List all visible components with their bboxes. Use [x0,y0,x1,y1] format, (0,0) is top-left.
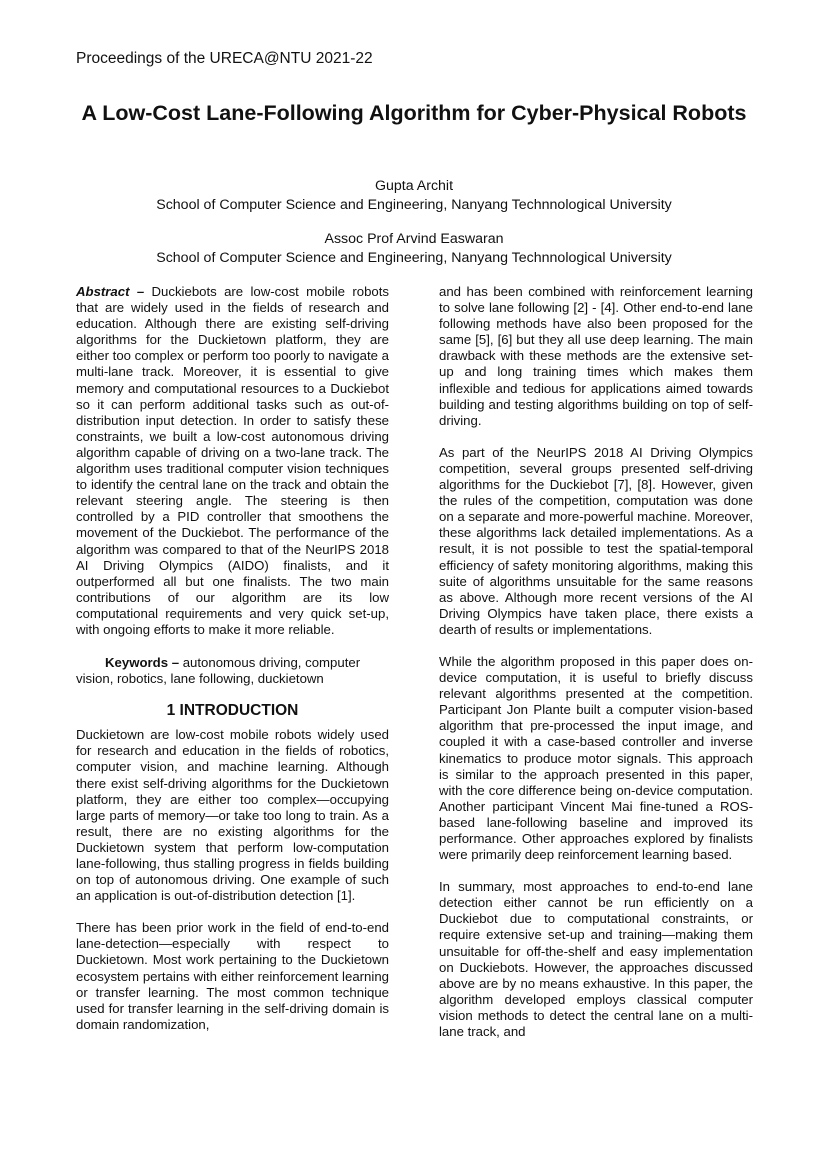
left-column [76,284,389,1033]
author-name: Gupta Archit [374,178,454,194]
paragraph: As part of the NeurIPS 2018 AI Driving Olympics competition, several groups presented self-driving algorithms for the Duckiebot [7], [8]. However, given the rules of the competition, computation was done on a separate and more-powerful machine. Moreover, these algorithms lack detailed implementations. As a result, it is not possible to test the spatial-temporal efficiency of safety monitoring algorithms, making this suite of algorithms unsuitable for the same reasons as above. Although more recent versions of the AI Driving Olympics have taken place, there exists a dearth of results or implementations. [439,444,753,637]
author-name: Assoc Prof Arvind Easwaran [324,231,504,247]
keywords-text: autonomous driving, computer vision, robotics, lane following, duckietown [76,655,361,687]
author-affiliation: School of Computer Science and Engineering, Nanyang Technnological University [156,197,672,213]
paragraph: Duckietown are low-cost mobile robots widely used for research and education in the fields of robotics, computer vision, and machine learning. Although there exist self-driving algorithms for the Duckietown platform, they are either too complex—occupying large parts of memory—or take too long to train. As a result, there are no existing algorithms for the Duckietown system that perform low-computation lane-following, thus stalling progress in fields building on top of autonomous driving. One example of such an application is out-of-distribution detection [1]. [76,727,389,904]
proceedings-header: Proceedings of the URECA@NTU 2021-22 [76,50,373,67]
paragraph: In summary, most approaches to end-to-end lane detection either cannot be run efficiently on a Duckiebot due to computational constraints, or require extensive set-up and training—making them unsuitable for off-the-shelf and easy implementation on Duckiebots. However, the approaches discussed above are by no means exhaustive. In this paper, the algorithm developed employs classical computer vision methods to detect the central lane on a multi-lane track, and [439,879,753,1040]
author-block [0,177,828,215]
paragraph: and has been combined with reinforcement learning to solve lane following [2] - [4]. Other end-to-end lane following methods have also been proposed for the same [5], [6] but they all use deep learning. The main drawback with these methods are the extensive set-up and long training times which makes them inflexible and tedious for applications aimed towards building and testing algorithms building on top of self-driving. [439,284,753,428]
author-block [0,230,828,268]
paper-title: A Low-Cost Lane-Following Algorithm for Cyber-Physical Robots [81,101,747,125]
abstract [76,284,389,638]
abstract-label: Abstract – [76,284,145,299]
section-heading: 1 INTRODUCTION [166,702,299,720]
abstract-text: Duckiebots are low-cost mobile robots that are widely used in the fields of research and education. Although there are existing self-driving algorithms for the Duckietown platform, they are either too complex or perform too poorly to navigate a multi-lane track. Moreover, it is essential to give memory and computational resources to a Duckiebot so it can perform additional tasks such as out-of-distribution input detection. In order to satisfy these constraints, we built a low-cost autonomous driving algorithm capable of driving on a two-lane track. The algorithm uses traditional computer vision techniques to identify the central lane on the track and obtain the relevant steering angle. The steering is then controlled by a PID controller that smoothens the movement of the Duckiebot. The performance of the algorithm was compared to that of the NeurIPS 2018 AI Driving Olympics (AIDO) finalists, and it outperformed all but one finalists. The two main contributions of our algorithm are its low computational requirements and very quick set-up, with ongoing efforts to make it more reliable. [76,284,390,637]
author-affiliation: School of Computer Science and Engineering, Nanyang Technnological University [156,250,672,266]
paragraph: While the algorithm proposed in this paper does on-device computation, it is useful to briefly discuss relevant algorithms presented at the competition. Participant Jon Plante built a computer vision-based algorithm that pre-processed the input image, and coupled it with a case-based controller and inverse kinematics to produce motor signals. This approach is similar to the approach presented in this paper, with the core difference being on-device computation. Another participant Vincent Mai fine-tuned a ROS-based lane-following baseline and improved its performance. Other approaches explored by finalists were primarily deep reinforcement learning based. [439,653,753,863]
right-column [439,284,753,1040]
paragraph: There has been prior work in the field of end-to-end lane-detection—especially with respect to Duckietown. Most work pertaining to the Duckietown ecosystem pertains with either reinforcement learning or transfer learning. The most common technique used for transfer learning in the self-driving domain is domain randomization, [76,920,389,1032]
keywords-label: Keywords – [105,655,180,671]
keywords [76,655,389,687]
